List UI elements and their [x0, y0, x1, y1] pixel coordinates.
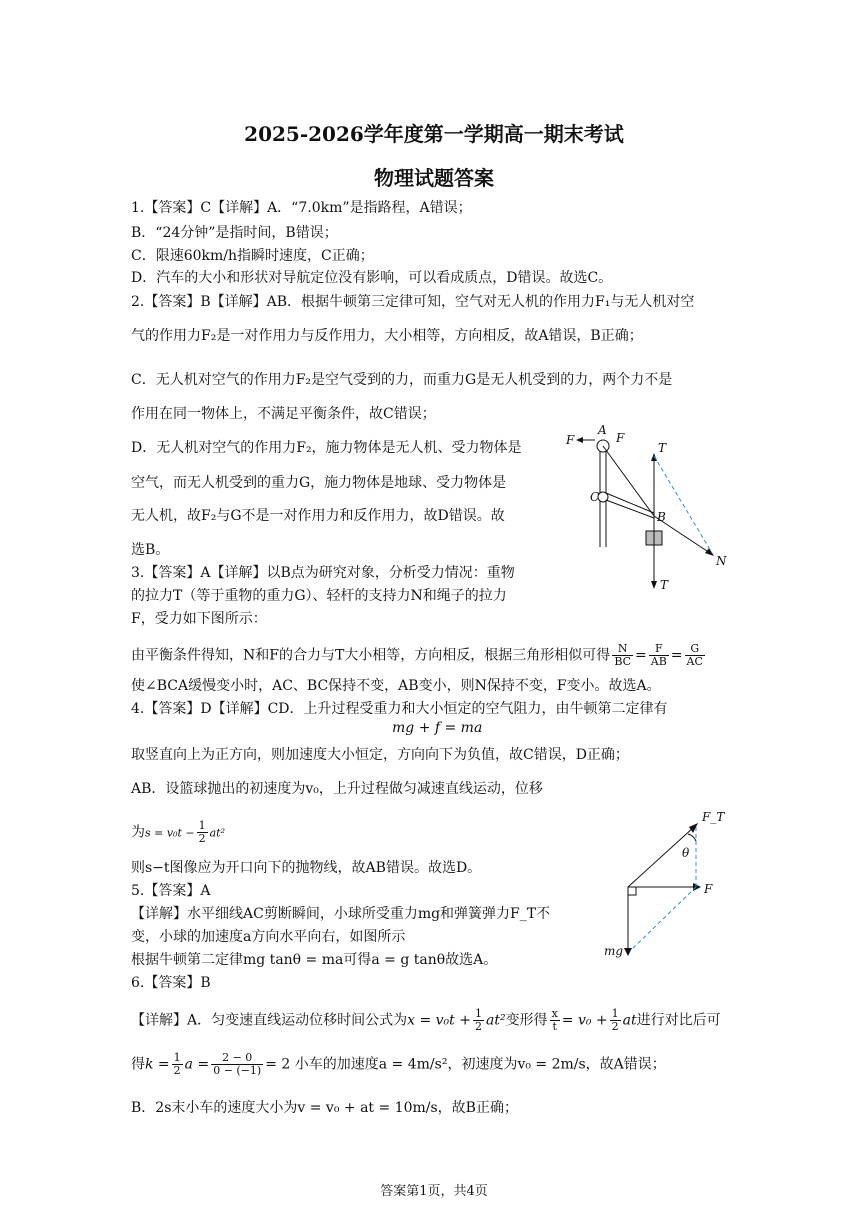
arrowhead	[576, 437, 583, 443]
label-f: F	[616, 431, 625, 445]
text-line: 1.【答案】C【详解】A．“7.0km”是指路程，A错误；	[131, 200, 472, 216]
text-line: C．无人机对空气的作用力F₂是空气受到的力，而重力G是无人机受到的力，两个力不是	[131, 372, 673, 388]
slope-fraction: $\frac{2 - 0}{0 - (-1)}$	[213, 1051, 262, 1077]
text-line: 选B。	[131, 542, 170, 558]
text-line: B．“24分钟”是指时间，B错误；	[131, 225, 338, 241]
text-line: 4.【答案】D【详解】CD．上升过程受重力和大小恒定的空气阻力，由牛顿第二定律有	[131, 701, 668, 717]
half-fraction: $\frac{1}{2}$	[611, 1007, 619, 1033]
arrowhead	[693, 883, 701, 891]
arrowhead	[624, 948, 632, 956]
text-line: 由平衡条件得知，N和F的合力与T大小相等，方向相反，根据三角形相似可得 $\frac{N}{BC}$ = $\frac{F}{AB}$ = $\frac{G}{AC}$	[131, 642, 703, 668]
text-line: 使∠BCA缓慢变小时，AC、BC保持不变，AB变小，则N保持不变，F变小。故选A。	[131, 678, 661, 694]
angle-arc	[688, 834, 696, 841]
text-line: F，受力如下图所示：	[131, 611, 267, 627]
ratio-fraction: $\frac{N}{BC}$	[614, 642, 632, 668]
half-fraction: $\frac{1}{2}$	[173, 1051, 181, 1077]
text-line: C．限速60km/h指瞬时速度，C正确；	[131, 248, 374, 264]
arrowhead	[651, 453, 657, 461]
right-angle-mark	[628, 887, 636, 895]
text-line: 6.【答案】B	[131, 975, 211, 991]
label-f: F	[566, 433, 575, 447]
text-line: 变，小球的加速度a方向水平向右，如图所示	[131, 929, 406, 945]
text-line: 2.【答案】B【详解】AB．根据牛顿第三定律可知，空气对无人机的作用力F₁与无人机对空	[131, 294, 695, 310]
label-mg: mg	[604, 944, 624, 958]
dashed-diagonal	[630, 887, 696, 951]
ratio-fraction: $\frac{G}{AC}$	[686, 642, 703, 668]
arrowhead	[689, 823, 698, 833]
newton-equation: mg + f = ma	[392, 720, 483, 736]
text-line: 【详解】A．匀变速直线运动位移时间公式为x = v₀t + $\frac{1}{2}$ at²变形得 $\frac{x}{t}$ = v₀ + $\frac{1}{2}$ at进行对比后可	[131, 1007, 721, 1033]
page-footer: 答案第1页，共4页	[380, 1184, 488, 1199]
text-line: 【详解】水平细线AC剪断瞬间，小球所受重力mg和弹簧弹力F_T不	[131, 906, 551, 922]
text-line: 5.【答案】A	[131, 883, 211, 899]
text-line: 根据牛顿第二定律mg tanθ = ma可得a = g tanθ故选A。	[131, 952, 498, 968]
label-f: F	[704, 882, 713, 896]
force-diagram-ball	[600, 805, 730, 965]
text-line: 得k = $\frac{1}{2}$ a = $\frac{2 - 0}{0 - (-1)}$ = 2 小车的加速度a = 4m/s²，初速度为v₀ = 2m/s，故A错误；	[131, 1051, 666, 1077]
half-fraction: $\frac{1}{2}$	[474, 1007, 482, 1033]
arrowhead	[651, 581, 657, 589]
ratio-fraction: $\frac{F}{AB}$	[650, 642, 667, 668]
text-line: 则s−t图像应为开口向下的抛物线，故AB错误。故选D。	[131, 860, 482, 876]
label-b: B	[657, 510, 666, 524]
text-line: 取竖直向上为正方向，则加速度大小恒定，方向向下为负值，故C错误，D正确；	[131, 747, 629, 763]
rope-ab	[603, 446, 654, 516]
text-line: D．汽车的大小和形状对导航定位没有影响，可以看成质点，D错误。故选C。	[131, 270, 613, 286]
answer-subtitle: 物理试题答案	[374, 166, 494, 190]
text-line: 气的作用力F₂是一对作用力与反作用力，大小相等，方向相反，故A错误，B正确；	[131, 328, 643, 344]
text-line: AB．设篮球抛出的初速度为v₀，上升过程做匀减速直线运动，位移	[131, 781, 543, 797]
text-line: 作用在同一物体上，不满足平衡条件，故C错误；	[131, 406, 436, 422]
text-line: 3.【答案】A【详解】以B点为研究对象，分析受力情况：重物	[131, 565, 515, 581]
label-a: A	[598, 423, 607, 437]
text-line: 的拉力T（等于重物的重力G）、轻杆的支持力N和绳子的拉力	[131, 588, 507, 604]
dashed-parallel	[654, 456, 712, 553]
label-t: T	[660, 578, 669, 592]
label-c: C	[590, 490, 600, 504]
text-line: 空气，而无人机受到的重力G，施力物体是地球、受力物体是	[131, 475, 507, 491]
force-diagram-rod	[560, 425, 740, 595]
text-line: 为s = v₀t − $\frac{1}{2}$ at²	[131, 819, 226, 845]
x-over-t-fraction: $\frac{x}{t}$	[551, 1007, 558, 1033]
exam-title: 2025-2026学年度第一学期高一期末考试	[244, 122, 624, 146]
text-line: D．无人机对空气的作用力F₂，施力物体是无人机、受力物体是	[131, 440, 522, 456]
label-ft: F_T	[702, 810, 725, 824]
text-line: 无人机，故F₂与G不是一对作用力和反作用力，故D错误。故	[131, 508, 505, 524]
label-theta: θ	[682, 846, 690, 860]
half-fraction: $\frac{1}{2}$	[198, 819, 206, 845]
label-t: T	[658, 441, 667, 455]
label-n: N	[716, 554, 727, 568]
text-line: B．2s末小车的速度大小为v = v₀ + at = 10m/s，故B正确；	[131, 1100, 518, 1116]
